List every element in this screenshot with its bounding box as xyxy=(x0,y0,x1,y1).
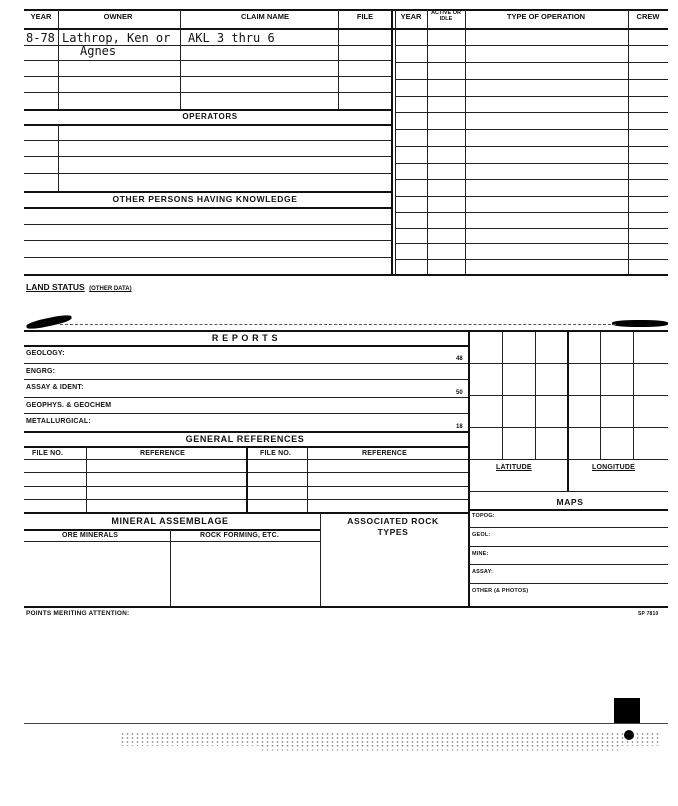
geophys-label: GEOPHYS. & GEOCHEM xyxy=(26,402,112,409)
sep xyxy=(338,9,339,29)
sep xyxy=(180,29,181,109)
row-line xyxy=(24,76,392,77)
row-line xyxy=(24,191,392,193)
entry-year: 8-78 xyxy=(26,31,55,45)
row-line xyxy=(24,156,392,157)
row-line xyxy=(469,546,668,547)
row-line xyxy=(395,79,668,80)
sep xyxy=(86,446,87,512)
num-48: 48 xyxy=(456,356,463,362)
ref-file-no-2: FILE NO. xyxy=(260,450,292,457)
row-line xyxy=(24,363,468,364)
maps-heading: MAPS xyxy=(556,497,584,507)
grid-h xyxy=(469,491,668,492)
col-claim-name-header: CLAIM NAME xyxy=(241,12,289,21)
ref-reference-2: REFERENCE xyxy=(362,450,407,457)
maps-other: OTHER (& PHOTOS) xyxy=(472,588,529,594)
sep xyxy=(427,9,428,29)
row-line xyxy=(24,173,392,174)
latitude-label: LATITUDE xyxy=(496,464,532,471)
row-line xyxy=(395,45,668,46)
sep xyxy=(58,29,59,109)
row-line xyxy=(395,212,668,213)
ore-minerals-header: ORE MINERALS xyxy=(62,532,119,539)
scan-line xyxy=(24,723,668,724)
row-line xyxy=(24,224,392,225)
ink-smudge-right xyxy=(612,320,668,327)
sep xyxy=(58,9,59,29)
row-line xyxy=(24,541,320,542)
land-status-sublabel: (OTHER DATA) xyxy=(89,286,132,292)
row-line xyxy=(395,96,668,97)
row-line xyxy=(24,60,392,61)
form-number: SP 7810 xyxy=(638,611,659,617)
row-line xyxy=(395,228,668,229)
maps-topog: TOPOG: xyxy=(472,513,495,519)
sep xyxy=(628,9,629,29)
row-line xyxy=(24,92,392,93)
header-bottom-rule xyxy=(24,28,668,30)
metallurgical-label: METALLURGICAL: xyxy=(26,418,91,425)
row-line xyxy=(395,146,668,147)
col-active-idle-header: ACTIVE OR IDLE xyxy=(431,10,461,22)
engrg-label: ENGRG: xyxy=(26,368,56,375)
land-status-label: LAND STATUS xyxy=(26,282,85,292)
sep xyxy=(180,9,181,29)
row-line xyxy=(24,345,468,347)
sep xyxy=(320,513,321,606)
associated-rock-types-heading: ASSOCIATED ROCK TYPES xyxy=(347,516,439,537)
scan-noise-2 xyxy=(260,744,620,752)
row-line xyxy=(24,240,392,241)
row-line xyxy=(24,397,468,398)
grid-h xyxy=(469,427,668,428)
row-line xyxy=(24,124,392,126)
row-line xyxy=(24,109,392,111)
row-line xyxy=(395,62,668,63)
main-divider xyxy=(391,9,393,275)
col-activity-year-header: YEAR xyxy=(400,12,422,21)
row-line xyxy=(24,413,468,414)
maps-assay: ASSAY: xyxy=(472,569,494,575)
ref-file-no-1: FILE NO. xyxy=(32,450,64,457)
maps-geol: GEOL: xyxy=(472,532,491,538)
entry-owner-line1: Lathrop, Ken or xyxy=(62,31,171,45)
row-line xyxy=(469,564,668,565)
general-references-heading: GENERAL REFERENCES xyxy=(185,434,305,444)
points-meriting-attention-label: POINTS MERITING ATTENTION: xyxy=(26,610,130,617)
sep xyxy=(395,9,396,275)
grid-h xyxy=(469,363,668,364)
row-line xyxy=(395,112,668,113)
faint-rule xyxy=(60,324,616,325)
geology-label: GEOLOGY: xyxy=(26,350,65,357)
reports-heading: R E P O R T S xyxy=(211,333,279,343)
row-line xyxy=(24,431,468,433)
form-bottom-rule xyxy=(24,606,668,608)
row-line xyxy=(24,512,468,514)
row-line xyxy=(395,259,668,260)
row-line xyxy=(469,583,668,584)
entry-owner-line2: Agnes xyxy=(80,44,117,58)
assay-ident-label: ASSAY & IDENT: xyxy=(26,384,84,391)
sep xyxy=(628,29,629,275)
row-line xyxy=(469,527,668,528)
reports-top-rule xyxy=(24,330,668,332)
black-mark xyxy=(614,698,640,724)
mineral-assemblage-heading: MINERAL ASSEMBLAGE xyxy=(111,516,229,526)
sep xyxy=(427,29,428,275)
row-line xyxy=(395,129,668,130)
row-line xyxy=(24,207,392,209)
row-line xyxy=(395,163,668,164)
sep xyxy=(465,9,466,29)
sep xyxy=(338,29,339,109)
maps-mine: MINE: xyxy=(472,551,489,557)
grid-h xyxy=(469,395,668,396)
col-operation-header: TYPE OF OPERATION xyxy=(506,12,586,21)
other-persons-heading: OTHER PERSONS HAVING KNOWLEDGE xyxy=(112,194,298,204)
col-crew-header: CREW xyxy=(636,12,660,21)
entry-claim-name: AKL 3 thru 6 xyxy=(188,31,275,45)
grid-v xyxy=(567,331,569,491)
col-year-header: YEAR xyxy=(30,12,52,21)
row-line xyxy=(395,179,668,180)
sep xyxy=(58,125,59,191)
num-18: 18 xyxy=(456,424,463,430)
rock-forming-header: ROCK FORMING, ETC. xyxy=(200,532,280,539)
operators-heading: OPERATORS xyxy=(182,112,238,121)
row-line xyxy=(395,243,668,244)
longitude-label: LONGITUDE xyxy=(592,464,636,471)
grid-h xyxy=(469,459,668,460)
sep xyxy=(307,446,308,512)
row-line xyxy=(395,196,668,197)
num-50: 50 xyxy=(456,390,463,396)
row-line xyxy=(469,509,668,511)
row-line xyxy=(24,257,392,258)
col-owner-header: OWNER xyxy=(103,12,133,21)
sep xyxy=(246,446,248,512)
col-file-header: FILE xyxy=(356,12,374,21)
sep xyxy=(465,29,466,275)
row-line xyxy=(24,529,320,531)
ink-smudge-left xyxy=(26,313,73,330)
top-rule xyxy=(24,9,668,11)
row-line xyxy=(24,140,392,141)
ref-reference-1: REFERENCE xyxy=(140,450,185,457)
upper-block-bottom xyxy=(24,274,668,276)
land-status-heading xyxy=(26,277,132,295)
row-line xyxy=(24,379,468,380)
